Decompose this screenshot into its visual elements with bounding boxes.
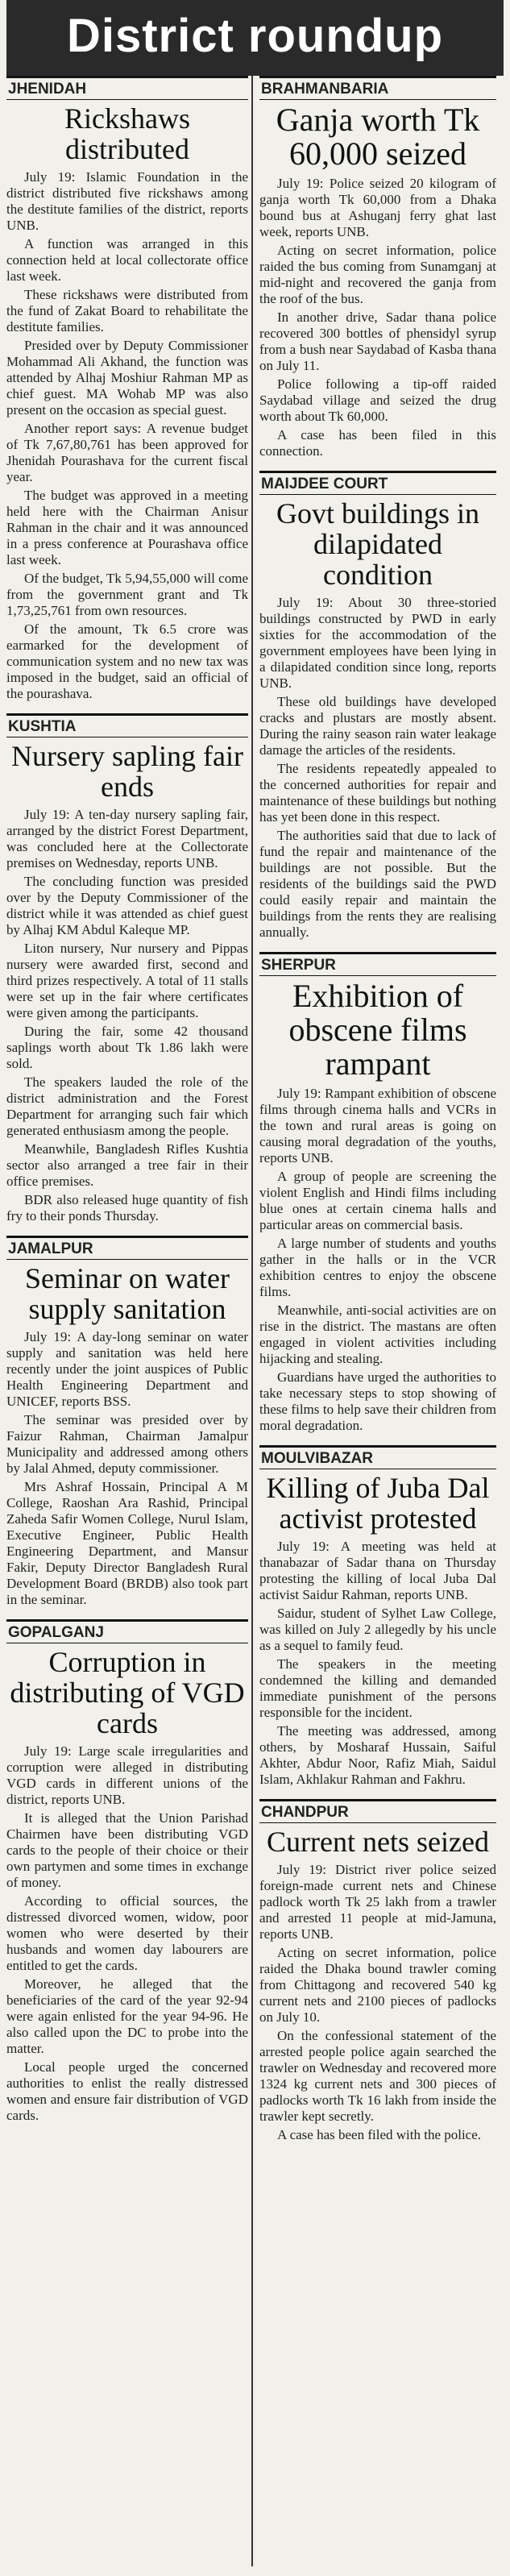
story-body bbox=[259, 1539, 496, 1788]
story-paragraph: July 19: Large scale irregularities and corruption were alleged in distributing VGD cards in different unions of the district, reports UNB. bbox=[6, 1743, 248, 1807]
story-paragraph: BDR also released huge quantity of fish fry to their ponds Thursday. bbox=[6, 1192, 248, 1224]
story-paragraph: July 19: A meeting was held at thanabazar of Sadar thana on Thursday protesting the killing of local Juba Dal activist Saidur Rahman, reports UNB. bbox=[259, 1539, 496, 1602]
story-paragraph: Mrs Ashraf Hossain, Principal A M College, Raoshan Ara Rashid, Principal Zaheda Safir Women College, Nurul Islam, Executive Engineer, Public Health Engineering Department, and Mansur Fakir, Deputy Director Bangladesh Rural Development Board (BRDB) also took part in the seminar. bbox=[6, 1479, 248, 1607]
story-body bbox=[259, 176, 496, 459]
story-dateline: MOULVIBAZAR bbox=[259, 1445, 496, 1469]
story-moulvibazar bbox=[259, 1445, 496, 1788]
story-paragraph: Meanwhile, Bangladesh Rifles Kushtia sector also arranged a tree fair in their office premises. bbox=[6, 1141, 248, 1189]
story-headline: Killing of Juba Dal activist protested bbox=[266, 1472, 490, 1535]
story-dateline: BRAHMANBARIA bbox=[259, 76, 496, 100]
story-paragraph: Of the budget, Tk 5,94,55,000 will come from the government grant and Tk 1,73,25,761 from own resources. bbox=[6, 571, 248, 618]
story-paragraph: According to official sources, the distressed divorced women, widow, poor women who were deserted by their husbands and women day labourers are entitled to get the cards. bbox=[6, 1893, 248, 1973]
story-paragraph: The seminar was presided over by Faizur Rahman, Chairman Jamalpur Municipality and addressed among others by Jalal Ahmed, deputy commissioner. bbox=[6, 1412, 248, 1476]
story-paragraph: Acting on secret information, police raided the bus coming from Sunamganj at mid-night and recovered the ganja from the roof of the bus. bbox=[259, 243, 496, 306]
story-paragraph: Another report says: A revenue budget of Tk 7,67,80,761 has been approved for Jhenidah Pourashava for the current fiscal year. bbox=[6, 421, 248, 484]
story-paragraph: Police following a tip-off raided Saydabad village and seized the drug worth about Tk 60,000. bbox=[259, 376, 496, 424]
story-headline: Ganja worth Tk 60,000 seized bbox=[276, 102, 480, 172]
story-brahmanbaria bbox=[259, 76, 496, 459]
story-headline: Nursery sapling fair ends bbox=[11, 740, 243, 803]
story-paragraph: The authorities said that due to lack of fund the repair and maintenance of the buildings are not possible. But the residents of the buildings said the PWD could easily repair and maintain the buildings from the rents they are realising annually. bbox=[259, 828, 496, 940]
story-paragraph: During the fair, some 42 thousand saplings worth about Tk 1.86 lakh were sold. bbox=[6, 1024, 248, 1071]
story-body bbox=[259, 1862, 496, 2143]
story-paragraph: The speakers in the meeting condemned the killing and demanded immediate punishment of the persons responsible for the incident. bbox=[259, 1656, 496, 1720]
story-paragraph: The speakers lauded the role of the district administration and the Forest Department for arranging such fair which generated enthusiasm among the people. bbox=[6, 1074, 248, 1138]
story-dateline: MAIJDEE COURT bbox=[259, 471, 496, 495]
story-body bbox=[6, 1329, 248, 1608]
story-headline: Corruption in distributing of VGD cards bbox=[10, 1646, 245, 1739]
story-paragraph: July 19: About 30 three-storied buildings constructed by PWD in early sixties for the accommodation of the government employees have been lying in a dilapidated condition since long, reports UNB. bbox=[259, 595, 496, 691]
story-paragraph: A function was arranged in this connection held at local collectorate office last week. bbox=[6, 236, 248, 284]
story-paragraph: A large number of students and youths gather in the halls or in the VCR exhibition centres to enjoy the obscene films. bbox=[259, 1236, 496, 1299]
story-maijdee-court bbox=[259, 471, 496, 941]
story-body bbox=[6, 807, 248, 1224]
story-paragraph: July 19: A day-long seminar on water supply and sanitation was held here recently under the joint auspices of Public Health Engineering Department and UNICEF, reports BSS. bbox=[6, 1329, 248, 1409]
story-paragraph: The budget was approved in a meeting held here with the Chairman Anisur Rahman in the chair and it was announced in a press conference at Pourashava office last week. bbox=[6, 488, 248, 567]
story-paragraph: In another drive, Sadar thana police recovered 300 bottles of phensidyl syrup from a bush near Saydabad of Kasba thana on July 11. bbox=[259, 310, 496, 373]
story-dateline: JHENIDAH bbox=[6, 76, 248, 100]
story-headline: Rickshaws distributed bbox=[64, 102, 190, 165]
story-paragraph: Local people urged the concerned authorities to enlist the really distressed women and ensure fair distribution of VGD cards. bbox=[6, 2059, 248, 2123]
story-gopalganj bbox=[6, 1619, 248, 2124]
story-paragraph: The residents repeatedly appealed to the concerned authorities for repair and maintenance of these buildings but nothing has yet been done in this respect. bbox=[259, 761, 496, 825]
story-jamalpur bbox=[6, 1236, 248, 1608]
story-paragraph: Liton nursery, Nur nursery and Pippas nursery were awarded first, second and third prizes respectively. A total of 11 stalls were set up in the fair where certificates were given among the participants. bbox=[6, 941, 248, 1020]
story-dateline: KUSHTIA bbox=[6, 713, 248, 737]
story-paragraph: A case has been filed in this connection. bbox=[259, 427, 496, 459]
story-dateline: JAMALPUR bbox=[6, 1236, 248, 1260]
story-paragraph: Moreover, he alleged that the beneficiaries of the card of the year 92-94 were again enlisted for the year 94-96. He also called upon the DC to probe into the matter. bbox=[6, 1976, 248, 2056]
story-paragraph: July 19: A ten-day nursery sapling fair, arranged by the district Forest Department, was concluded here at the Collectorate premises on Wednesday, reports UNB. bbox=[6, 807, 248, 870]
story-paragraph: A group of people are screening the violent English and Hindi films including blue ones at certain cinema halls and particular areas on commercial basis. bbox=[259, 1169, 496, 1232]
story-paragraph: A case has been filed with the police. bbox=[277, 2127, 482, 2142]
story-chandpur bbox=[259, 1799, 496, 2143]
story-paragraph: On the confessional statement of the arrested people police again searched the trawler on Wednesday and recovered more 1324 kg current nets and 300 pieces of padlocks worth Tk 16 lakh from inside the trawler kept secretly. bbox=[259, 2028, 496, 2124]
story-kushtia bbox=[6, 713, 248, 1224]
story-headline: Current nets seized bbox=[267, 1826, 489, 1858]
story-paragraph: Acting on secret information, police raided the Dhaka bound trawler coming from Chittagong and recovered 540 kg current nets and 2100 pieces of padlocks on July 10. bbox=[259, 1945, 496, 2025]
columns bbox=[6, 76, 504, 2566]
story-paragraph: The meeting was addressed, among others, by Mosharaf Hussain, Saiful Akhter, Abdur Noor, Rafiz Miah, Saidul Islam, Akhlakur Rahman and Fakhru. bbox=[259, 1723, 496, 1787]
story-body bbox=[259, 1086, 496, 1434]
story-paragraph: Saidur, student of Sylhet Law College, was killed on July 2 allegedly by his uncle as a sequel to family feud. bbox=[259, 1606, 496, 1653]
right-column bbox=[251, 76, 496, 2566]
story-body bbox=[259, 595, 496, 941]
story-body bbox=[6, 169, 248, 702]
story-sherpur bbox=[259, 952, 496, 1434]
story-headline: Exhibition of obscene films rampant bbox=[288, 978, 467, 1082]
story-paragraph: Presided over by Deputy Commissioner Mohammad Ali Akhand, the function was attended by Alhaj Moshiur Rahman MP as chief guest. MA Wohab MP was also present on the occasion as special guest. bbox=[6, 338, 248, 418]
story-dateline: GOPALGANJ bbox=[6, 1619, 248, 1643]
story-paragraph: Guardians have urged the authorities to take necessary steps to stop showing of these films to help save their children from moral degradation. bbox=[259, 1369, 496, 1433]
story-paragraph: July 19: Islamic Foundation in the district distributed five rickshaws among the destitute families of the district, reports UNB. bbox=[6, 169, 248, 233]
story-dateline: CHANDPUR bbox=[259, 1799, 496, 1823]
story-paragraph: July 19: District river police seized foreign-made current nets and Chinese padlock worth Tk 25 lakh from a trawler and arrested 11 people at mid-Jamuna, reports UNB. bbox=[259, 1862, 496, 1942]
story-body bbox=[6, 1743, 248, 2124]
story-jhenidah bbox=[6, 76, 248, 702]
left-column bbox=[6, 76, 251, 2566]
story-paragraph: Meanwhile, anti-social activities are on rise in the district. The mastans are often engaged in violent activities including hijacking and stealing. bbox=[259, 1303, 496, 1366]
story-paragraph: Of the amount, Tk 6.5 crore was earmarked for the development of communication system and no new tax was imposed in the budget, said an official of the pourashava. bbox=[6, 621, 248, 701]
story-paragraph: The concluding function was presided over by the Deputy Commissioner of the district while it was attended as chief guest by Alhaj KM Abdul Kaleque MP. bbox=[6, 874, 248, 937]
story-headline: Seminar on water supply sanitation bbox=[25, 1262, 230, 1325]
story-paragraph: It is alleged that the Union Parishad Chairmen have been distributing VGD cards to the people of their choice or their own partymen and some times in exchange of money. bbox=[6, 1810, 248, 1890]
story-headline: Govt buildings in dilapidated condition bbox=[276, 497, 480, 591]
story-paragraph: July 19: Rampant exhibition of obscene films through cinema halls and VCRs in the town and rural areas is going on causing moral degradation of the youths, reports UNB. bbox=[259, 1086, 496, 1165]
story-paragraph: These rickshaws were distributed from the fund of Zakat Board to rehabilitate the destitute families. bbox=[6, 287, 248, 334]
story-paragraph: July 19: Police seized 20 kilogram of ganja worth Tk 60,000 from a Dhaka bound bus at Ashuganj ferry ghat last week, reports UNB. bbox=[259, 176, 496, 239]
story-paragraph: These old buildings have developed cracks and plustars are mostly absent. During the rainy season rain water leakage damage the articles of the residents. bbox=[259, 694, 496, 758]
story-dateline: SHERPUR bbox=[259, 952, 496, 976]
page-banner: District roundup bbox=[6, 0, 504, 76]
